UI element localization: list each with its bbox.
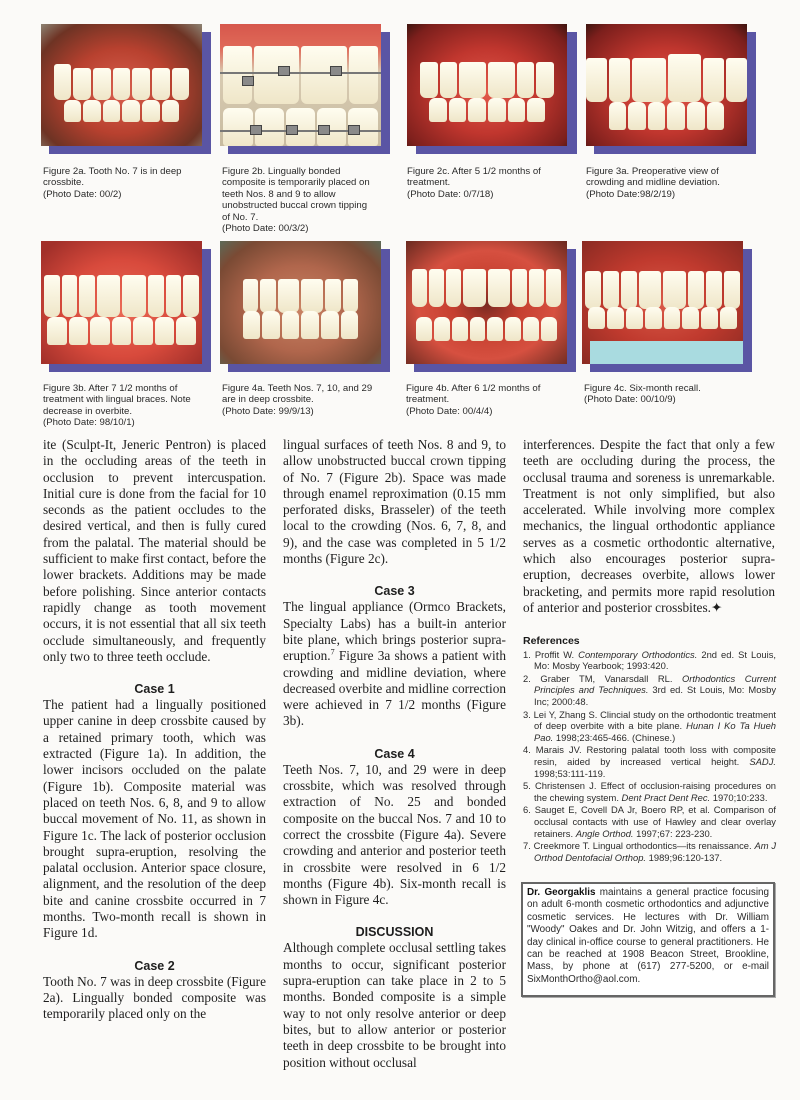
case-3-paragraph: The lingual appliance (Ormco Brackets, Specialty Labs) has a built-in anterior bite plane, which brings posterior supra-eruption.$^7$ Figure 3a shows a patient with crowding and midline deviation, where decreased overbite and midline correction were achieved in 7 1/2 months (Figure 3b).	[283, 599, 506, 729]
column-2	[283, 437, 506, 1071]
figure-4c	[582, 241, 752, 372]
caption-text: Figure 4c. Six-month recall.	[584, 383, 701, 394]
caption-figure-2c	[407, 166, 567, 200]
discussion-paragraph-cont: interferences. Despite the fact that only a few teeth are occluding during the process, the occlusal trauma and soreness is unremarkable. Treatment is not only simplified, but also accelerated. While involving more complex mechanics, the lingual orthodontic appliance serves as a cosmetic orthodontic alternative, which also encourages posterior supra-eruption, decreases overbite, allows lower bracketing, and permits more rapid resolution of anterior and posterior crossbites.✦	[523, 437, 775, 615]
photo-figure-4a	[220, 241, 381, 364]
figure-4b	[406, 241, 576, 372]
photo-figure-4c	[582, 241, 743, 364]
reference-item: 3. Lei Y, Zhang S. Clincial study on the orthodontic treatment of deep overbite with a bite plane. Hunan I Ko Ta Hueh Pao. 1998;23:465-466. (Chinese.)	[523, 708, 777, 743]
references-list	[523, 649, 776, 864]
case-2-heading: Case 2	[134, 958, 175, 973]
photo-date: (Photo Date: 00/3/2)	[222, 223, 309, 235]
caption-text: Figure 4b. After 6 1/2 months of treatment.	[406, 383, 541, 406]
caption-figure-2a	[43, 166, 208, 200]
caption-figure-3a	[586, 166, 756, 200]
figure-2b	[220, 24, 390, 154]
discussion-heading: DISCUSSION	[355, 925, 434, 940]
photo-date: (Photo Date: 00/4/4)	[406, 405, 493, 417]
photo-date: (Photo Date: 0/7/18)	[407, 188, 494, 200]
reference-item: 4. Marais JV. Restoring palatal tooth loss with composite resin, aided by increased vertical height. SADJ. 1998;53:111-119.	[523, 744, 777, 779]
intro-paragraph: ite (Sculpt-It, Jeneric Pentron) is placed in the occluding areas of the teeth in occlusion to prevent intercuspation. Initial cure is done from the facial for 10 seconds as the patient occludes to the desired vertical, and then is fully cured from the palatal. The material should be sufficient to make first contact, before the lower brackets. Additions may be made before polishing. Since anterior contacts rapidly change as tooth movement occurs, it is not essential that all six teeth occlude simultaneously, and frequently only two to three teeth occlude.	[43, 437, 266, 664]
caption-text: Figure 2c. After 5 1/2 months of treatment.	[407, 166, 541, 189]
case-1-heading: Case 1	[134, 682, 175, 697]
caption-text: Figure 2a. Tooth No. 7 is in deep crossbite.	[43, 166, 182, 189]
caption-figure-4c	[584, 383, 749, 406]
end-mark-icon: ✦	[710, 599, 723, 615]
reference-marker: 7	[330, 647, 335, 657]
case-3-heading: Case 3	[374, 584, 415, 599]
reference-item: 5. Christensen J. Effect of occlusion-raising procedures on the chewing system. Dent Pract Dent Rec. 1970;10:233.	[523, 780, 776, 803]
case-2-paragraph-cont: lingual surfaces of teeth Nos. 8 and 9, to allow unobstructed buccal crown tipping of No. 7 (Figure 2b). Space was made through enamel reproximation (0.15 mm perforated disks, Brasseler) of the teeth local to the crowding (Nos. 6, 7, 8, and 9), and the case was completed in 5 1/2 months (Figure 2c).	[283, 437, 506, 567]
caption-figure-4a	[222, 383, 382, 417]
photo-date: (Photo Date: 00/10/9)	[584, 394, 676, 406]
photo-date: (Photo Date: 00/2)	[43, 188, 122, 200]
reference-item: 6. Sauget E, Covell DA Jr, Boero RP, et al. Comparison of occlusal contacts with use of Hawley and clear overlay retainers. Angle Orthod. 1997;67: 223-230.	[523, 804, 776, 839]
references-heading: References	[523, 635, 580, 647]
case-4-heading: Case 4	[374, 746, 415, 761]
author-bio-box	[521, 882, 775, 997]
column-1	[43, 437, 266, 1023]
caption-text: Figure 4a. Teeth Nos. 7, 10, and 29 are in deep crossbite.	[222, 383, 373, 406]
photo-label-block	[590, 341, 743, 364]
photo-date: (Photo Date: 98/10/1)	[43, 417, 135, 429]
caption-text: Figure 3a. Preoperative view of crowding and midline deviation.	[586, 166, 720, 189]
photo-date: (Photo Date:98/2/19)	[586, 188, 676, 200]
photo-figure-2b	[220, 24, 381, 146]
photo-figure-3a	[586, 24, 747, 146]
column-3	[523, 437, 775, 616]
reference-item: 1. Proffit W. Contemporary Orthodontics. 2nd ed. St Louis, Mo: Mosby Yearbook; 1993:420.	[523, 648, 777, 672]
photo-figure-4b	[406, 241, 567, 364]
figure-3a	[586, 24, 756, 154]
author-name: Dr. Georgaklis	[527, 887, 596, 898]
case-1-paragraph: The patient had a lingually positioned upper canine in deep crossbite caused by a retained primary tooth, which was extracted (Figure 1a). In addition, the lower incisors occluded on the palate (Figure 1b). Composite material was placed on teeth Nos. 6, 8, and 9 to allow buccal movement of No. 11, as shown in Figure 1c. The lack of posterior occlusion brought supra-eruption, resolving the palatal occlusion. Anterior space closure, alignment, and the resolution of the deep bite and canine crossbite occurred in 7 months. Two-month recall is shown in Figure 1d.	[43, 697, 266, 941]
figure-2c	[407, 24, 577, 154]
figure-3b	[41, 241, 211, 372]
photo-figure-2c	[407, 24, 567, 146]
case-2-paragraph-start: Tooth No. 7 was in deep crossbite (Figure 2a). Lingually bonded composite was temporarily placed only on the	[43, 973, 266, 1022]
caption-figure-3b	[43, 383, 208, 429]
reference-item: 2. Graber TM, Vanarsdall RL. Orthodontics Current Principles and Techniques. 3rd ed. St Louis, Mo: Mosby Inc; 2000:48.	[523, 672, 777, 707]
caption-figure-4b	[406, 383, 571, 417]
references	[523, 636, 776, 864]
discussion-paragraph-start: Although complete occlusal settling takes months to occur, significant posterior supra-eruption can take place in 2 to 5 months. Bonded composite is a simple way to not only resolve anterior or deep bites, but to allow anterior or posterior teeth in deep crossbite to be brought into position without occlusal	[283, 940, 506, 1070]
photo-figure-3b	[41, 241, 202, 364]
author-bio-text: maintains a general practice focusing on adult 6-month cosmetic orthodontics and adjunctive cosmetic services. He lectures with Dr. William "Woody" Oakes and Dr. John Witzig, and offers a 1-day clinical in-office course to general practitioners. He can be reached at 1908 Beacon Street, Brookline, Mass, by phone at (617) 277-5200, or e-mail SixMonthOrtho@aol.com.	[527, 887, 769, 985]
figure-2a	[41, 24, 211, 154]
reference-item: 7. Creekmore T. Lingual orthodontics—its renaissance. Am J Orthod Dentofacial Orthop. 1989;96:120-137.	[523, 840, 777, 863]
case-4-paragraph: Teeth Nos. 7, 10, and 29 were in deep crossbite, which was resolved through extraction of No. 25 and bonded composite on the buccal Nos. 7 and 10 to correct the crossbite (Figure 4a). Severe crowding and anterior and posterior teeth in crossbite were resolved in 6 1/2 months (Figure 4b). Six-month recall is shown in Figure 4c.	[283, 761, 506, 908]
caption-figure-2b	[222, 166, 377, 234]
photo-date: (Photo Date: 99/9/13)	[222, 405, 314, 417]
photo-figure-2a	[41, 24, 202, 146]
caption-text: Figure 2b. Lingually bonded composite is temporarily placed on teeth Nos. 8 and 9 to allow unobstructed buccal crown tipping of No. 7.	[222, 166, 370, 223]
figure-4a	[220, 241, 390, 372]
caption-text: Figure 3b. After 7 1/2 months of treatment with lingual braces. Note decrease in overbite.	[43, 383, 191, 417]
